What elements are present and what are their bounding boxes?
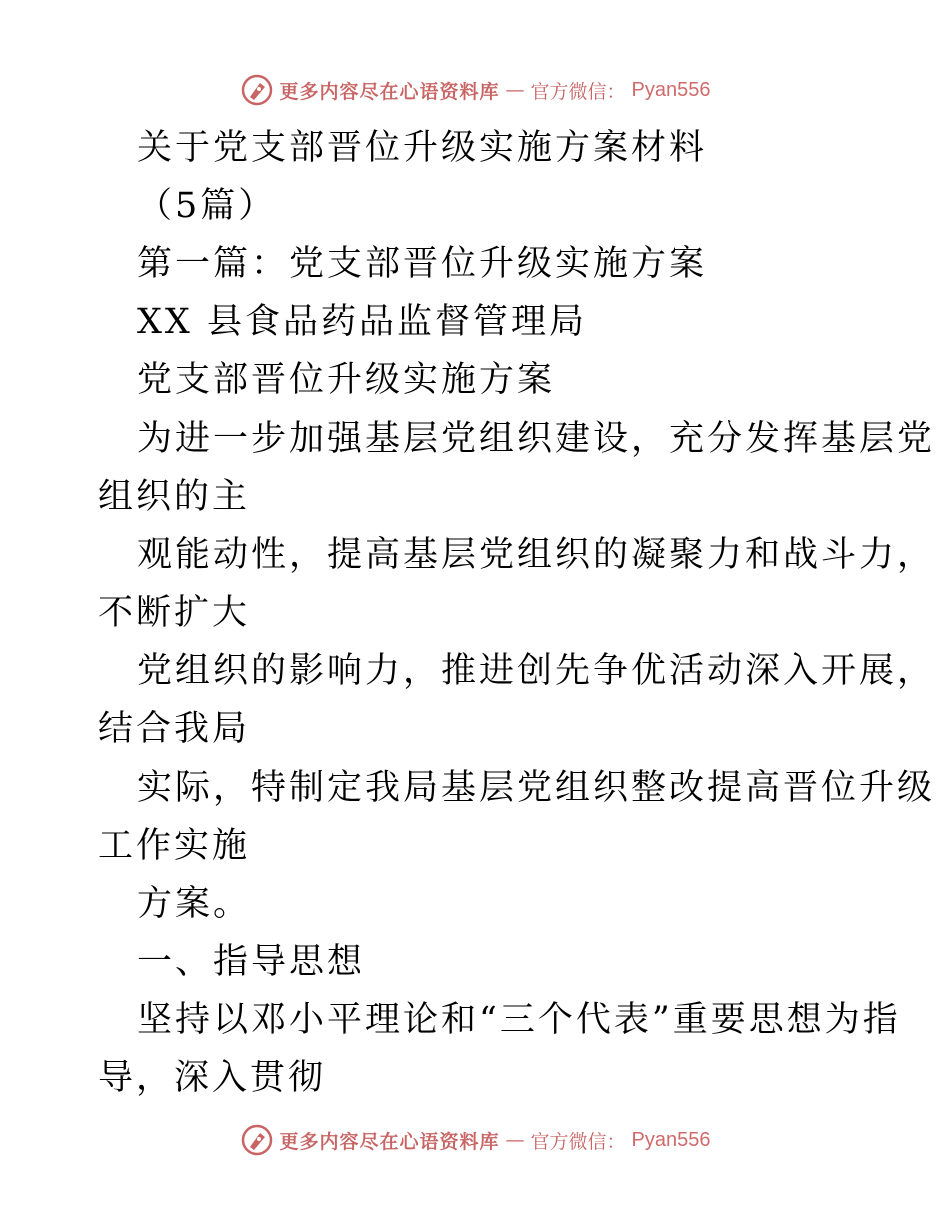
banner-wechat-handle: Pyan556: [631, 1128, 711, 1151]
banner-dash: —: [505, 1129, 525, 1151]
section-heading: 第一篇：党支部晋位升级实施方案: [137, 244, 708, 284]
banner-wechat-label: 官方微信：: [530, 80, 626, 103]
banner-wechat-label: 官方微信：: [530, 1130, 626, 1153]
banner-dash: —: [505, 79, 525, 101]
document-title: 关于党支部晋位升级实施方案材料: [137, 128, 708, 168]
header-banner: [0, 70, 950, 110]
document-subtitle: （5篇）: [137, 186, 277, 226]
paragraph-line: 坚持以邓小平理论和“三个代表”重要思想为指: [137, 1000, 901, 1040]
paragraph-line: 不断扩大: [98, 593, 251, 633]
paragraph-line: 观能动性，提高基层党组织的凝聚力和战斗力，: [137, 535, 936, 575]
header-banner-content: [240, 73, 711, 107]
footer-banner-content: [240, 1123, 711, 1157]
paragraph-line: 工作实施: [98, 826, 251, 866]
paragraph-line: 实际，特制定我局基层党组织整改提高晋位升级: [137, 768, 936, 808]
paragraph-line: 为进一步加强基层党组织建设，充分发挥基层党: [137, 419, 936, 459]
plan-title: 党支部晋位升级实施方案: [137, 360, 556, 400]
banner-wechat-handle: Pyan556: [631, 78, 711, 101]
pen-nib-logo-icon: [240, 73, 274, 107]
paragraph-line: 组织的主: [98, 477, 251, 517]
organization-name: XX 县食品药品监督管理局: [137, 302, 587, 342]
paragraph-line: 方案。: [137, 884, 252, 924]
paragraph-line: 导，深入贯彻: [98, 1058, 327, 1098]
footer-banner: [0, 1120, 950, 1160]
pen-nib-logo-icon: [240, 1123, 274, 1157]
banner-title: 更多内容尽在心语资料库: [279, 80, 500, 103]
banner-title: 更多内容尽在心语资料库: [279, 1130, 500, 1153]
paragraph-line: 党组织的影响力，推进创先争优活动深入开展，: [137, 651, 936, 691]
paragraph-line: 结合我局: [98, 709, 251, 749]
section-heading-guiding-ideology: 一、指导思想: [137, 942, 366, 982]
